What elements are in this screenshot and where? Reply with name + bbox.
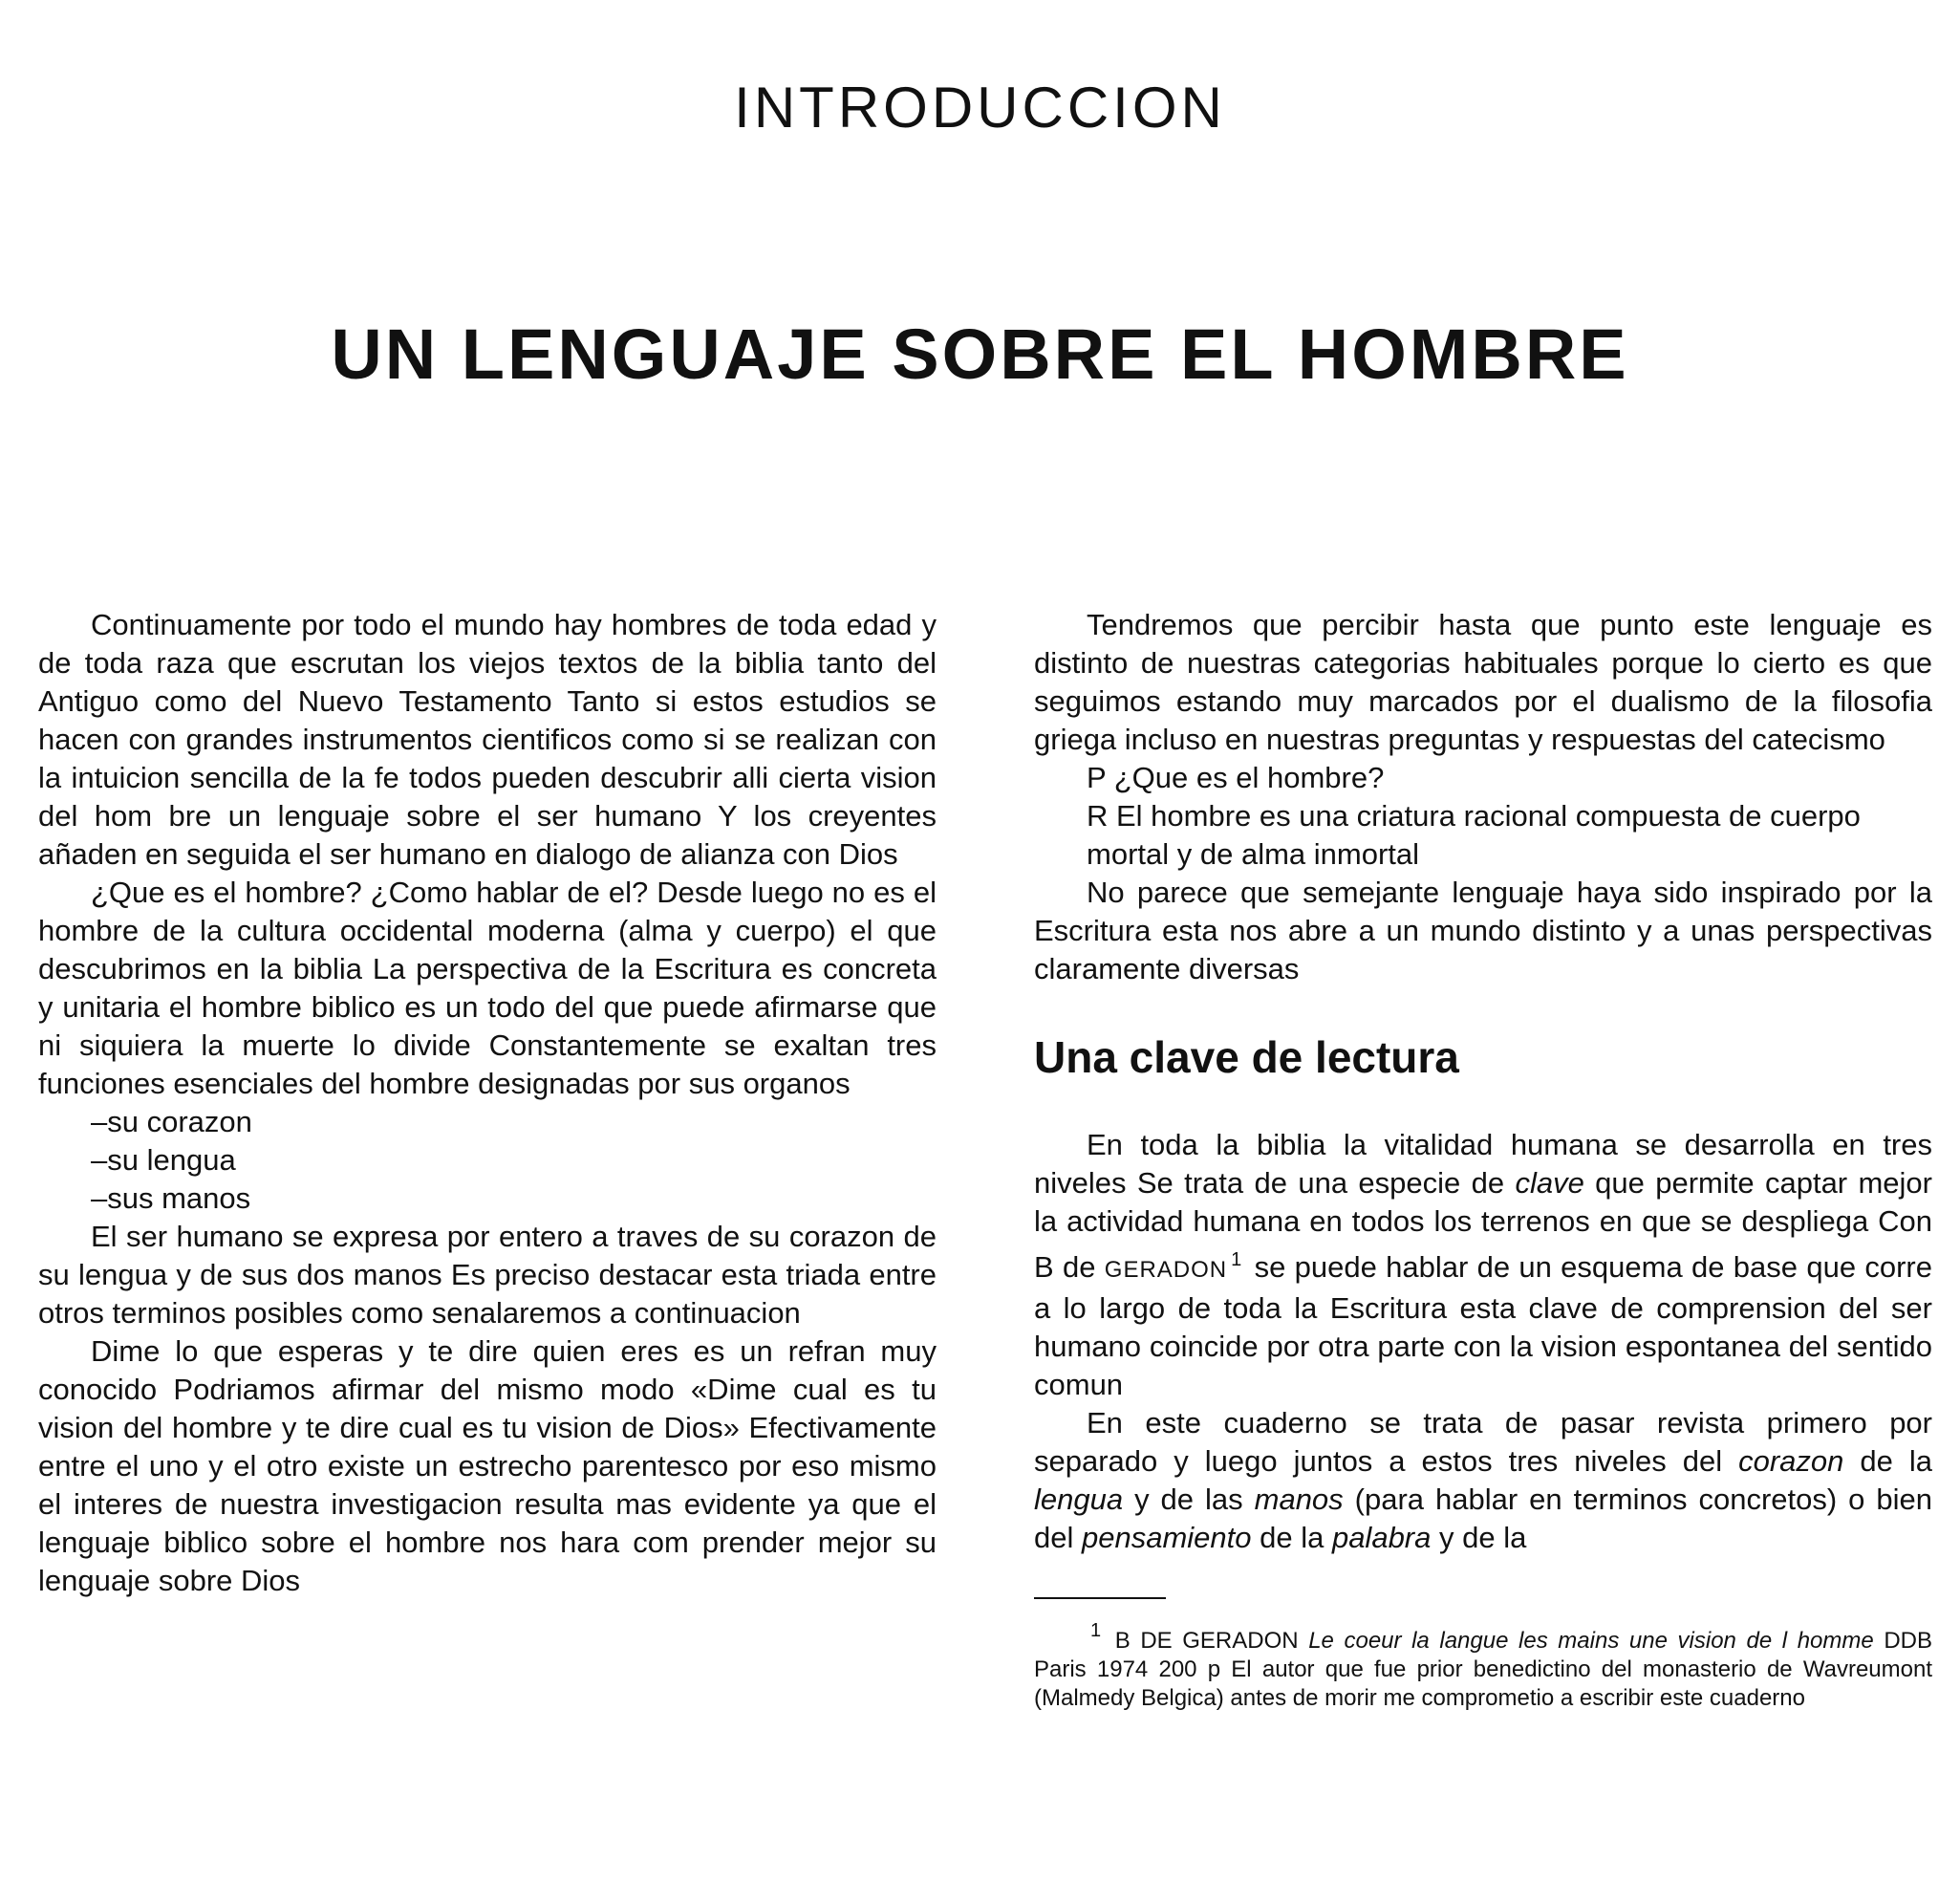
paragraph: Tendremos que percibir hasta que punto este lenguaje es distinto de nuestras categorias habituales porque lo cierto es que seguimos estando muy marcados por el dualismo de la filosofia griega incluso en nuestras preguntas y respuestas del catecismo bbox=[1034, 608, 1932, 756]
section-heading: Una clave de lectura bbox=[1034, 1032, 1459, 1082]
paragraph: El ser humano se expresa por entero a traves de su corazon de su lengua y de sus dos manos Es preciso destacar esta triada entre otros terminos posibles como senalaremos a continuacion bbox=[38, 1220, 937, 1330]
catechism-question: P ¿Que es el hombre? bbox=[1087, 761, 1385, 794]
list-item: –su lengua bbox=[91, 1143, 236, 1177]
paragraph: Continuamente por todo el mundo hay hombres de toda edad y de toda raza que escrutan los viejos textos de la biblia tanto del Antiguo como del Nuevo Testamento Tanto si estos estudios se hacen con grandes instrumentos cientificos como si se realizan con la intuicion sencilla de la fe todos pueden descubrir alli cierta vision del hom bre un lenguaje sobre el ser humano Y los creyentes añaden en seguida el ser humano en dialogo de alianza con Dios bbox=[38, 608, 937, 871]
paragraph: No parece que semejante lenguaje haya sido inspirado por la Escritura esta nos abre a un mundo distinto y a unas perspectivas claramente diversas bbox=[1034, 876, 1932, 985]
catechism-answer: R El hombre es una criatura racional compuesta de cuerpo mortal y de alma inmortal bbox=[1087, 799, 1861, 871]
left-column bbox=[38, 606, 937, 1600]
paragraph: En este cuaderno se trata de pasar revista primero por separado y luego juntos a estos tres niveles del corazon de la lengua y de las manos (para hablar en terminos concretos) o bien del pensamiento de la palabra y de la bbox=[1034, 1406, 1932, 1554]
page-title: UN LENGUAJE SOBRE EL HOMBRE bbox=[331, 314, 1629, 394]
list-item: –sus manos bbox=[91, 1181, 251, 1215]
right-column bbox=[1034, 606, 1932, 1713]
paragraph: ¿Que es el hombre? ¿Como hablar de el? Desde luego no es el hombre de la cultura occidental moderna (alma y cuerpo) el que descubrimos en la biblia La perspectiva de la Escritura es concreta y unitaria el hombre biblico es un todo del que puede afirmarse que ni siquiera la muerte lo divide Constantemente se exaltan tres funciones esenciales del hombre designadas por sus organos bbox=[38, 876, 937, 1100]
list-item: –su corazon bbox=[91, 1105, 252, 1138]
footnote: $^1$ B DE GERADON Le coeur la langue les mains une vision de l homme DDB Paris 1974 200 p El autor que fue prior benedictino del monasterio de Wavreumont (Malmedy Belgica) antes de morir me comprometio a escribir este cuaderno bbox=[1034, 1620, 1932, 1711]
footnote-divider bbox=[1034, 1597, 1166, 1599]
footnote-ref: 1 bbox=[1231, 1249, 1242, 1270]
section-kicker: INTRODUCCION bbox=[734, 76, 1226, 140]
paragraph: En toda la biblia la vitalidad humana se desarrolla en tres niveles Se trata de una especie de clave que permite captar mejor la actividad humana en todos los terrenos en que se despliega Con B de GERADON $^1$ se puede hablar de un esquema de base que corre a lo largo de toda la Escritura esta clave de comprension del ser humano coincide por otra parte con la vision espontanea del sentido comun bbox=[1034, 1128, 1932, 1401]
paragraph: Dime lo que esperas y te dire quien eres es un refran muy conocido Podriamos afirmar del mismo modo «Dime cual es tu vision del hombre y te dire cual es tu vision de Dios» Efectivamente entre el uno y el otro existe un estrecho parentesco por eso mismo el interes de nuestra investigacion resulta mas evidente ya que el lenguaje biblico sobre el hombre nos hara com prender mejor su lenguaje sobre Dios bbox=[38, 1334, 937, 1597]
